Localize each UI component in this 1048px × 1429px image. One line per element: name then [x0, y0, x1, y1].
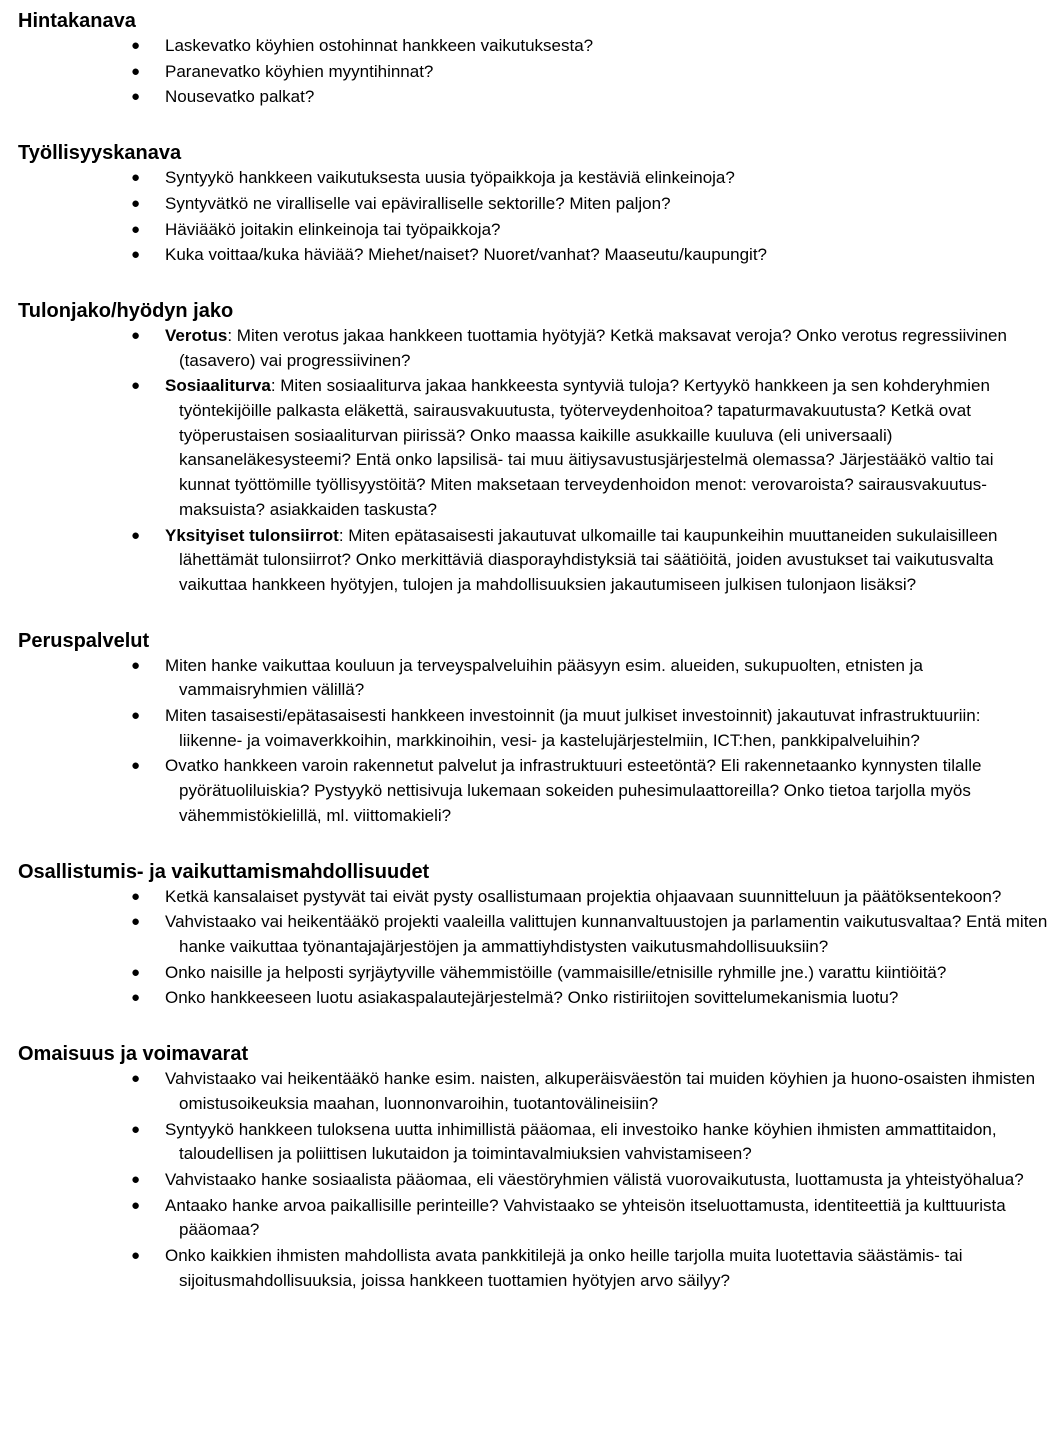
bullet-icon: ● [131, 757, 141, 775]
list-item-term: Yksityiset tulonsiirrot [165, 525, 339, 545]
list-item [18, 218, 1048, 243]
list-item [18, 243, 1048, 268]
list-item-body: Häviääkö joitakin elinkeinoja tai työpaikkoja? [165, 219, 501, 239]
section [18, 8, 1048, 110]
bullet-icon: ● [131, 989, 141, 1007]
bullet-icon: ● [131, 1070, 141, 1088]
list-item-text [165, 754, 1048, 828]
bullet-icon: ● [131, 62, 141, 80]
list-item [18, 166, 1048, 191]
list-item-text [165, 324, 1048, 373]
list-item-body: Syntyykö hankkeen vaikutuksesta uusia työpaikkoja ja kestäviä elinkeinoja? [165, 168, 735, 188]
section [18, 140, 1048, 268]
list-item-body: Laskevatko köyhien ostohinnat hankkeen vaikutuksesta? [165, 36, 594, 55]
list-item [18, 986, 1048, 1011]
bullet-icon: ● [131, 913, 141, 931]
list-item-text [165, 1194, 1048, 1243]
bullet-list [18, 166, 1048, 268]
bullet-icon: ● [131, 887, 141, 905]
list-item [18, 654, 1048, 703]
list-item-body: Paranevatko köyhien myyntihinnat? [165, 61, 434, 81]
section-heading: Peruspalvelut [18, 629, 150, 652]
bullet-list [18, 885, 1048, 1012]
list-item [18, 324, 1048, 373]
list-item-text [165, 654, 1048, 703]
list-item [18, 885, 1048, 910]
list-item-body: Antaako hanke arvoa paikallisille perinteille? Vahvistaako se yhteisön itseluottamusta, identiteettiä ja kulttuurista pääomaa? [165, 1195, 1006, 1240]
bullet-icon: ● [131, 88, 141, 106]
bullet-list [18, 324, 1048, 598]
list-item-text [165, 85, 1048, 110]
bullet-icon: ● [131, 220, 141, 238]
list-item-text [165, 961, 1048, 986]
bullet-icon: ● [131, 326, 141, 344]
list-item-body: Kuka voittaa/kuka häviää? Miehet/naiset? Nuoret/vanhat? Maaseutu/kaupungit? [165, 245, 768, 265]
section [18, 298, 1048, 598]
list-item-body: Onko hankkeeseen luotu asiakaspalautejärjestelmä? Onko ristiriitojen sovittelumekanismia luotu? [165, 988, 899, 1008]
list-item-body: : Miten epätasaisesti jakautuvat ulkomaille tai kaupunkeihin muuttaneiden sukulaisilleen lähettämät tulonsiirrot? Onko merkittäviä diasporayhdistyksiä tai säätiöitä, joiden avustukset tai vaikutusvalta vaikuttaa hankkeen hyötyjen, tulojen ja mahdollisuuksien jakautumiseen julkisen tulonjaon lisäksi? [179, 525, 998, 594]
bullet-icon: ● [131, 194, 141, 212]
list-item [18, 85, 1048, 110]
list-item [18, 34, 1048, 59]
list-item-text [165, 34, 1048, 59]
list-item-body: Miten tasaisesti/epätasaisesti hankkeen investoinnit (ja muut julkiset investoinnit) jakautuvat infrastruktuuriin: liikenne- ja voimaverkkoihin, markkinoihin, vesi- ja kastelujärjestelmiin, ICT:hen, pankkipalveluihin? [165, 706, 981, 750]
list-item [18, 754, 1048, 828]
list-item-term: Verotus [165, 325, 228, 345]
bullet-icon: ● [131, 1120, 141, 1138]
list-item-text [165, 885, 1048, 910]
list-item [18, 524, 1048, 598]
bullet-icon: ● [131, 1170, 141, 1188]
list-item-body: Syntyvätkö ne viralliselle vai epäviralliselle sektorille? Miten paljon? [165, 193, 671, 213]
list-item-body: Vahvistaako vai heikentääkö hanke esim. naisten, alkuperäisväestön tai muiden köyhien ja huono-osaisten ihmisten omistusoikeuksia maahan, luonnonvaroihin, tuotantovälineisiin? [165, 1069, 1036, 1113]
list-item-text [165, 60, 1048, 85]
list-item-text [165, 704, 1048, 753]
bullet-icon: ● [131, 1196, 141, 1214]
section-heading: Omaisuus ja voimavarat [18, 1043, 249, 1066]
list-item-body: Miten hanke vaikuttaa kouluun ja terveyspalveluihin pääsyyn esim. alueiden, sukupuolten, etnisten ja vammaisryhmien välillä? [165, 655, 923, 700]
bullet-icon: ● [131, 1247, 141, 1265]
bullet-icon: ● [131, 707, 141, 725]
section [18, 1041, 1048, 1293]
bullet-list [18, 654, 1048, 829]
bullet-icon: ● [131, 37, 141, 54]
list-item [18, 192, 1048, 217]
list-item-body: Vahvistaako hanke sosiaalista pääomaa, eli väestöryhmien välistä vuorovaikutusta, luottamusta ja yhteistyöhalua? [165, 1169, 1024, 1189]
list-item-text [165, 243, 1048, 268]
section [18, 628, 1048, 829]
list-item-body: Onko kaikkien ihmisten mahdollista avata pankkitilejä ja onko heille tarjolla muita luotettavia säästämis- tai sijoitusmahdollisuuksia, joissa hankkeen tuottamien hyötyjen arvo säilyy? [165, 1246, 963, 1290]
list-item [18, 1168, 1048, 1193]
list-item [18, 910, 1048, 959]
bullet-list [18, 34, 1048, 110]
list-item [18, 1067, 1048, 1116]
section-heading: Osallistumis- ja vaikuttamismahdollisuudet [18, 860, 430, 883]
list-item [18, 1194, 1048, 1243]
list-item [18, 961, 1048, 986]
list-item-body: Ketkä kansalaiset pystyvät tai eivät pysty osallistumaan projektia ohjaavaan suunnitteluun ja päätöksentekoon? [165, 886, 1002, 906]
list-item-text [165, 1118, 1048, 1167]
list-item-body: Onko naisille ja helposti syrjäytyville vähemmistöille (vammaisille/etnisille ryhmille jne.) varattu kiintiöitä? [165, 962, 947, 982]
bullet-list [18, 1067, 1048, 1293]
section [18, 859, 1048, 1012]
list-item-text [165, 1168, 1048, 1193]
list-item-text [165, 192, 1048, 217]
bullet-icon: ● [131, 963, 141, 981]
bullet-icon: ● [131, 526, 141, 544]
list-item-text [165, 1067, 1048, 1116]
bullet-icon: ● [131, 377, 141, 395]
list-item-body: Nousevatko palkat? [165, 87, 315, 107]
list-item-text [165, 524, 1048, 598]
list-item [18, 1118, 1048, 1167]
bullet-icon: ● [131, 169, 141, 187]
list-item-body: Vahvistaako vai heikentääkö projekti vaaleilla valittujen kunnanvaltuustojen ja parlamentin vaikutusvaltaa? Entä miten hanke vaikuttaa työnantajajärjestöjen ja ammattiyhdistysten vaikutusmahdollisuuksiin? [165, 912, 1048, 956]
list-item-term: Sosiaaliturva [165, 376, 271, 396]
section-heading: Työllisyyskanava [18, 142, 182, 165]
list-item [18, 374, 1048, 522]
list-item [18, 1244, 1048, 1293]
section-heading: Tulonjako/hyödyn jako [18, 299, 234, 322]
section-heading: Hintakanava [18, 10, 136, 32]
bullet-icon: ● [131, 246, 141, 264]
list-item-text [165, 1244, 1048, 1293]
list-item-body: Syntyykö hankkeen tuloksena uutta inhimillistä pääomaa, eli investoiko hanke köyhien ihmisten ammattitaidon, taloudellisen ja poliittisen lukutaidon ja toimintavalmiuksien vahvistamiseen? [165, 1119, 997, 1164]
bullet-icon: ● [131, 656, 141, 674]
list-item [18, 704, 1048, 753]
list-item-body: Ovatko hankkeen varoin rakennetut palvelut ja infrastruktuuri esteetöntä? Eli rakennetaanko kynnysten tilalle pyörätuoliluiskia? Pystyykö nettisivuja lukemaan sokeiden puhesimulaattoreilla? Onko tietoa tarjolla myös vähemmistökielillä, ml. viittomakieli? [165, 756, 982, 825]
list-item-text [165, 986, 1048, 1011]
list-item-text [165, 218, 1048, 243]
list-item [18, 60, 1048, 85]
list-item-body: : Miten verotus jakaa hankkeen tuottamia hyötyjä? Ketkä maksavat veroja? Onko verotus regressiivinen (tasavero) vai progressiivinen? [179, 325, 1007, 370]
list-item-text [165, 910, 1048, 959]
list-item-text [165, 374, 1048, 522]
list-item-body: : Miten sosiaaliturva jakaa hankkeesta syntyviä tuloja? Kertyykö hankkeen ja sen kohderyhmien työntekijöille palkasta eläkettä, sairausvakuutusta, työterveydenhoitoa? tapaturmavakuutusta? Ketkä ovat työperustaisen sosiaaliturvan piirissä? Onko maassa kaikille asukkaille kuuluva (eli universaali) kansaneläkesysteemi? Entä onko lapsilisä- tai muu äitiysavustusjärjestelmä olemassa? Järjestääkö valtio tai kunnat työttömille työllisyystöitä? Miten maksetaan terveydenhoidon menot: verovaroista? sairausvakuutus-maksuista? asiakkaiden taskusta? [179, 376, 994, 519]
list-item-text [165, 166, 1048, 191]
